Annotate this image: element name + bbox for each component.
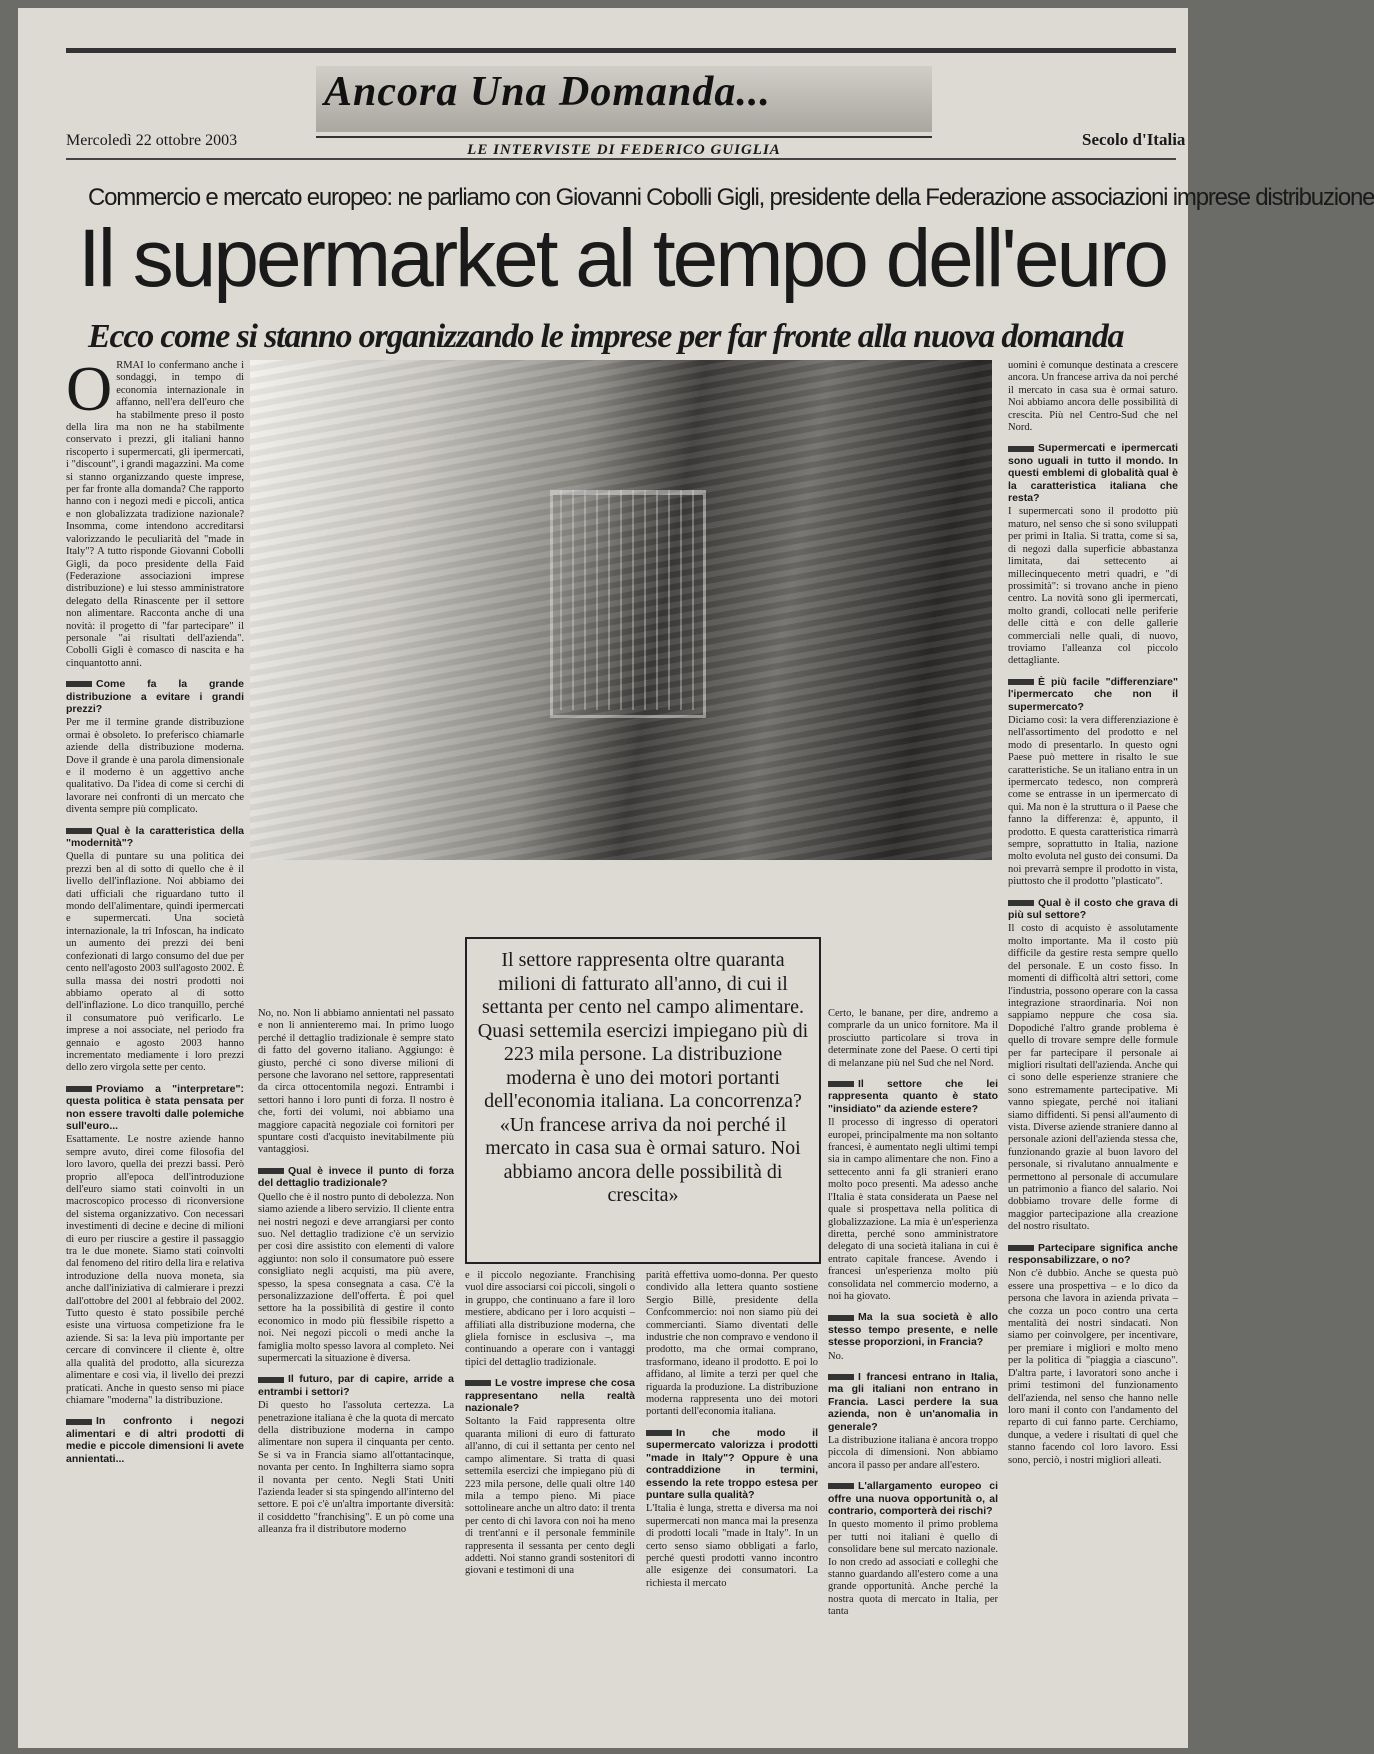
answer: parità effettiva uomo-donna. Per questo condivido alla lettera quanto sostiene Sergio Billè, presidente della Confcommercio: noi non siamo più dei commercianti. Siamo diventati delle industrie che non compravo e vendono il prodotto, ma che ormai comprano, trasformano, ideano il prodotto. E poi lo affidano, al limite a terzi per quel che riguarda la produzione. La distribuzione moderna rappresenta uno dei motori portanti dell'economia italiana. [646, 1270, 818, 1418]
banner-rule [316, 136, 932, 138]
banner-title: Ancora Una Domanda... [324, 69, 771, 115]
newspaper-page [18, 8, 1374, 1748]
question: Il futuro, par di capire, arride a entrambi i settori? [258, 1373, 454, 1398]
answer: Il costo di acquisto è assolutamente molto importante. Ma il costo più difficile da gestire resta sempre quello del personale. E un costo fisso. In momenti di difficoltà altri settori, come l'industria, possono operare con la cassa integrazione straordinaria. Noi non sappiamo neppure che cosa sia. Dopodiché l'altro grande problema è quello di trovare sempre delle formule per far partecipare il personale ai migliori risultati dell'azienda. Anche qui ci sono delle esperienze straniere che sono estremamente partecipative. Mi vanno spiegate, perché noi italiani siamo diffidenti. Si pensi all'aumento di vista. Diverse aziende straniere danno al personale azioni dell'azienda stessa che, funzionando grazie al buon lavoro del personale, si rivalutano annualmente e permettono al personale di accumulare un patrimonio a fianco del salario. Noi dobbiamo trovare delle forme di maggior partecipazione alla creazione del nostro risultato. [1008, 923, 1178, 1233]
pull-quote: Il settore rappresenta oltre quaranta milioni di fatturato all'anno, di cui il settanta per cento nel campo alimentare. Quasi settemila esercizi impiegano più di 223 mila persone. La distribuzione moderna è uno dei motori portanti dell'economia italiana. La concorrenza? «Un francese arriva da noi perché il mercato in casa sua è ormai saturo. Noi abbiamo ancora delle possibilità di crescita» [477, 949, 809, 1206]
top-rule [66, 48, 1176, 53]
question: In che modo il supermercato valorizza i prodotti "made in Italy"? Oppure è una contraddizione in termini, essendo la rete troppo estesa per puntare sulla qualità? [646, 1426, 818, 1501]
issue-date: Mercoledì 22 ottobre 2003 [66, 132, 238, 149]
column-5 [828, 1008, 998, 1740]
shopping-cart-outline [550, 490, 706, 718]
shopping-cart-shape [550, 490, 700, 710]
drop-cap: O [66, 353, 113, 424]
question: Il settore che lei rappresenta quanto è stato "insidiato" da aziende estere? [828, 1078, 998, 1115]
question: Proviamo a "interpretare": questa politica è stata pensata per non essere travolti dalle polemiche sull'euro... [66, 1082, 244, 1132]
answer: e il piccolo negoziante. Franchising vuol dire associarsi coi piccoli, singoli o in gruppo, che continuano a fare il loro mestiere, abdicano per i loro acquisti – affiliati alla distribuzione moderna, che gliela fornisce in esclusiva –, ma continuando a operare con i vantaggi tipici del dettaglio tradizionale. [465, 1270, 635, 1368]
banner-subtitle: LE INTERVISTE DI FEDERICO GUIGLIA [467, 142, 781, 158]
question: Le vostre imprese che cosa rappresentano nella realtà nazionale? [465, 1377, 635, 1415]
answer: I supermercati sono il prodotto più maturo, nel senso che si sono sviluppati per primi in Italia. Si tratta, come si sa, di negozi dalla superficie abbastanza limitata, dai settecento ai millecinquecento metri quadri, e "di prossimità": si trovano anche in pieno centro. La novità sono gli ipermercati, molto grandi, collocati nelle periferie delle città e con delle gallerie commerciali nelle quali, di nuovo, troviamo l'alleanza col piccolo dettagliante. [1008, 506, 1178, 667]
question: Ma la sua società è allo stesso tempo presente, e nelle stesse proporzioni, in Francia? [828, 1311, 998, 1349]
answer: In questo momento il primo problema per tutti noi italiani è quello di consolidare bene sul mercato nazionale. Io non credo ad associati e colleghi che stanno guardando all'estero come a una grande opportunità. Anche perché la nostra quota di mercato in Italia, per tanta [828, 1519, 998, 1618]
question: L'allargamento europeo ci offre una nuova opportunità o, al contrario, comporterà dei rischi? [828, 1480, 998, 1518]
answer: No. [828, 1350, 844, 1362]
newspaper-name: Secolo d'Italia [1082, 130, 1186, 149]
column-6 [1008, 360, 1178, 1740]
headline: Il supermarket al tempo dell'euro [78, 213, 1166, 304]
column-3 [465, 1270, 635, 1740]
column-4 [646, 1270, 818, 1740]
answer: La distribuzione italiana è ancora troppo piccola di dimensioni. Non abbiamo ancora il passo per andare all'estero. [828, 1435, 998, 1471]
pull-quote-box [465, 937, 821, 1264]
intro-text: RMAI lo confermano anche i sondaggi, in tempo di economia internazionale in affanno, nell'era dell'euro che ha stabilmente preso il posto della lira ma non ne ha stabilmente conservato i prezzi, gli italiani hanno riscoperto i supermercati, gli ipermercati, i "discount", i grandi magazzini. Ma come si stanno organizzando queste imprese, per far fronte alla domanda? Che rapporto hanno con i negozi medi e piccoli, antica e non globalizzata tradizione nazionale? Insomma, come intendono accreditarsi valorizzando le peculiarità del "made in Italy"? A tutto risponde Giovanni Cobolli Gigli, da poco presidente della Faid (Federazione associazioni imprese distribuzione) e lui stesso amministratore delegato della Rinascente per il settore non alimentare. Racconta anche di una novità: il progetto di "far partecipare" il personale "ai risultati dell'azienda". Cobolli Gigli è comasco di nascita e ha cinquantotto anni. [66, 360, 244, 669]
answer: Diciamo così: la vera differenziazione è nell'assortimento del prodotto e nel modo di presentarlo. In questo ogni Paese può mettere in risalto le sue caratteristiche. Se un italiano entra in un ipermercato tedesco, non comprerà come se entrasse in un ipermercato di qui. Ma non è la struttura o il Paese che fanno la differenza: è, appunto, il prodotto. E questa caratteristica rimarrà sempre, soprattutto in Italia, nazione molto evoluta nel gusto dei consumi. Da noi prevarrà sempre il prodotto in vista, piuttosto che il prodotto "plasticato". [1008, 714, 1179, 888]
question: Supermercati e ipermercati sono uguali in tutto il mondo. In questi emblemi di globalità qual è la caratteristica italiana che resta? [1008, 442, 1178, 505]
column-banner [316, 66, 932, 166]
question: Qual è il costo che grava di più sul settore? [1008, 896, 1178, 922]
answer: Di questo ho l'assoluta certezza. La penetrazione italiana è che la quota di mercato della distribuzione moderna in campo alimentare non supera il cinquanta per cento. Se si va in Francia siamo all'ottantacinque, novanta per cento. In Inghilterra siamo sopra il novanta per cento. Negli Stati Uniti l'azienda leader si sta spingendo all'interno del settore. E poi c'è un'altra importante diversità: il cosiddetto "franchising". E un pò come una alleanza fra il distributore moderno [258, 1400, 454, 1536]
answer: Esattamente. Le nostre aziende hanno sempre avuto, direi come filosofia del loro lavoro, quella dei prezzi bassi. Però proprio all'epoca dell'introduzione dell'euro siamo stati coinvolti in un macroscopico processo di riconversione del sistema organizzativo. Con necessari investimenti di decine e decine di milioni di euro per riuscire a gestire il passaggio tra le due monete. Siamo stati coinvolti dal fenomeno del ritiro della lira e relativa introduzione della nuova moneta, sia anche dall'iniziativa di calmierare i prezzi dall'ottobre del 2001 al febbraio del 2002. Tutto questo è stato possibile perché esiste una virtuosa competizione fra le aziende. Si sa: la leva più importante per cercare di convincere il cliente è, oltre alla qualità del prodotto, alla sicurezza alimentare e così via, il livello dei prezzi praticati. Anche in questo senso mi piace chiamare "moderna" la distribuzione. [66, 1134, 244, 1406]
answer: No, no. Non li abbiamo annientati nel passato e non li annienteremo mai. In primo luogo perché il dettaglio tradizionale è sempre stato di fatto del governo italiano. Aggiungo: è giusto, perché ci sono diverse milioni di persone che lavorano nel settore, rappresentati da circa ottocentomila negozi. Entrambi i settori hanno i loro punti di forza. Il nostro è che, forti dei volumi, noi abbiamo una maggiore capacità negoziale coi fornitori per spuntare costi d'acquisto inevitabilmente più vantaggiosi. [258, 1008, 454, 1156]
answer: Per me il termine grande distribuzione ormai è obsoleto. Io preferisco chiamarle aziende della distribuzione moderna. Dove il grande è una parola dimensionale e il moderno è un aggettivo anche qualitativo. Da l'idea di come si cerchi di lavorare nei confronti di un mercato che diventa sempre più complicato. [66, 717, 244, 816]
header-rule [66, 158, 1176, 160]
question: Partecipare significa anche responsabilizzare, o no? [1008, 1241, 1178, 1267]
answer: Quello che è il nostro punto di debolezza. Non siamo aziende a libero servizio. Il cliente entra nei nostri negozi e deve arrangiarsi per conto suo. Nel dettaglio tradizione c'è un servizio per così dire assistito con elementi di valore aggiunto: non solo il consumatore può essere consigliato negli acquisti, ma più avere, spesso, la spesa consegnata a casa. C'è la personalizzazione dell'offerta. È poi quel settore ha la possibilità di gestire il conto economico in modo più flessibile rispetto a noi. Nei negozi piccoli o medi anche la famiglia molto spesso lavora al completo. Nei supermercati la situazione è diversa. [258, 1191, 454, 1364]
answer: Non c'è dubbio. Anche se questa può essere una prospettiva – e lo dico da persona che lavora in azienda privata – che cozza un poco contro una certa mentalità dei nostri sindacati. Non siamo per coinvolgere, per incentivare, per premiare i migliori e molto meno per la politica di "piaggia a ciascuno". D'altra parte, i lavoratori sono anche i primi testimoni del funzionamento dell'azienda, nel senso che hanno nelle loro mani il conto con l'andamento del reparto di cui fanno parte. Cerchiamo, dunque, a vedere i risultati di quel che stanno facendo col loro lavoro. Essi sono, perciò, i nostri migliori alleati. [1008, 1268, 1178, 1466]
supermarket-photo [250, 360, 992, 860]
column-1 [66, 353, 244, 1740]
subheadline: Ecco come si stanno organizzando le imprese per far fronte alla nuova domanda [88, 318, 1124, 355]
answer: Quella di puntare su una politica dei prezzi ben al di sotto di quello che è il livello dell'inflazione. Noi abbiamo dei dati ufficiali che riguardano tutto il mondo dell'alimentare, quindi ipermercati e supermercati. Una società internazionale, la tri Infoscan, ha indicato un aumento dei prezzi dei beni confezionati di largo consumo del due per cento nell'agosto 2003 sull'agosto 2002. È sulla massa dei nostri prodotti noi abbiamo operato al di sotto dell'inflazione. Lo dico tranquillo, perché il consumatore può verificarlo. Le imprese a noi associate, nel periodo fra gennaio e agosto 2003 hanno incrementato mediamente i loro prezzi dello zero virgola sette per cento. [66, 851, 244, 1074]
question: Qual è invece il punto di forza del dettaglio tradizionale? [258, 1164, 454, 1190]
answer: Soltanto la Faid rappresenta oltre quaranta milioni di euro di fatturato all'anno, di cui il settanta per cento nel campo alimentare. Si tratta di quasi settemila esercizi che impiegano più di 223 mila persone, delle quali oltre 140 mila a tempo pieno. Mi piace sottolineare anche un altro dato: il trenta per cento di chi lavora con noi ha meno di trent'anni e il personale femminile rappresenta il sessanta per cento degli addetti. Noi stanno grandi sostenitori di giovani e testimoni di una [465, 1416, 635, 1577]
answer: Il processo di ingresso di operatori europei, principalmente ma non soltanto francesi, è aumentato negli ultimi tempi sia in campo alimentare che non. Fino a settecento anni fa gli stranieri erano molto poco presenti. Ma adesso anche l'Italia è stata considerata un Paese nel quale si prospettava nella politica di globalizzazione. La mia è un'esperienza diretta, perché sono amministratore delegato di una società italiana in cui è entrato capitale francese. Avendo i francesi un'esperienza molto più consolidata nel commercio moderno, a noi ha giovato. [828, 1117, 998, 1302]
question: In confronto i negozi alimentari e di altri prodotti di medie e piccole dimensioni li avete annientati... [66, 1415, 244, 1465]
question: È più facile "differenziare" l'ipermercato che non il supermercato? [1008, 675, 1178, 713]
question: I francesi entrano in Italia, ma gli italiani non entrano in Francia. Lasci perdere la sua azienda, non è un'anomalia in generale? [828, 1370, 998, 1433]
kicker: Commercio e mercato europeo: ne parliamo con Giovanni Cobolli Gigli, presidente della Federazione associazioni imprese distribuzione [88, 184, 1374, 211]
answer: Certo, le banane, per dire, andremo a comprarle da un unico fornitore. Ma il prosciutto particolare si trova in determinate zone del Paese. O certi tipi di melanzane più nel Sud che nel Nord. [828, 1008, 998, 1069]
answer: L'Italia è lunga, stretta e diversa ma noi supermercati non manca mai la presenza di prodotti locali "made in Italy". In un certo senso siamo obbligati a farlo, perché questi prodotti vanno incontro alle esigenze dei consumatori. La richiesta il mercato [646, 1503, 818, 1589]
column-2 [258, 1008, 454, 1740]
question: Qual è la caratteristica della "modernità"? [66, 824, 244, 850]
question: Come fa la grande distribuzione a evitare i grandi prezzi? [66, 678, 244, 715]
answer: uomini è comunque destinata a crescere ancora. Un francese arriva da noi perché il mercato in casa sua è ormai saturo. Noi abbiamo ancora delle possibilità di crescita. Più nel Centro-Sud che nel Nord. [1008, 360, 1178, 434]
